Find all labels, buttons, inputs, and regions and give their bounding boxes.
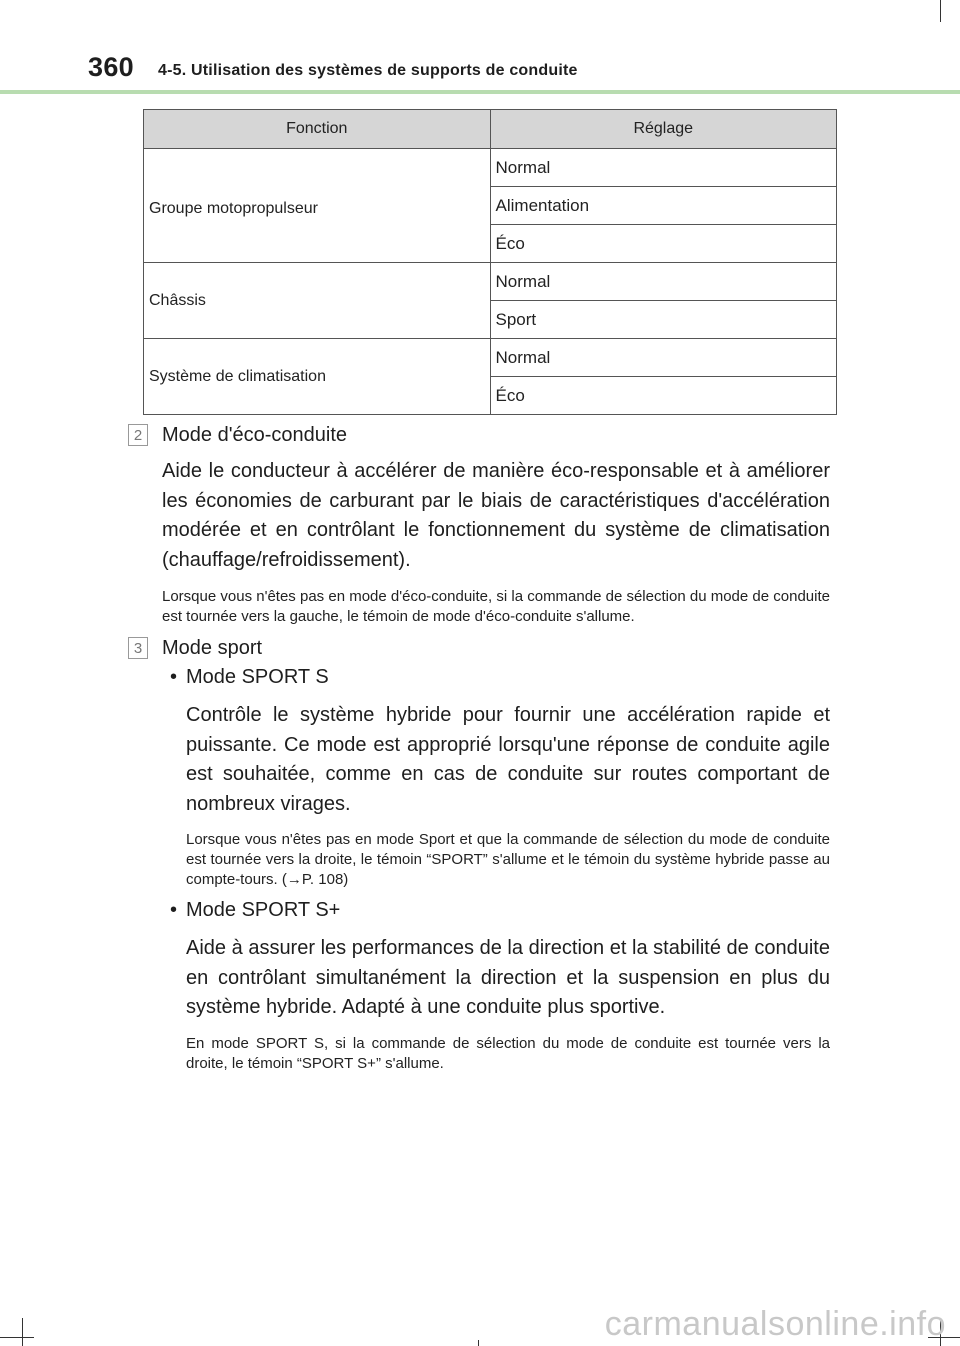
setting-cell: Éco	[490, 225, 836, 263]
section-title: Mode sport	[162, 637, 263, 659]
column-header-function: Fonction	[144, 110, 491, 149]
setting-cell: Éco	[490, 377, 836, 415]
bullet-item	[170, 666, 329, 689]
table-row	[144, 149, 837, 187]
section-note: Lorsque vous n'êtes pas en mode d'éco-conduite, si la commande de sélection du mode de conduite est tournée vers la gauche, le témoin de mode d'éco-conduite s'allume.	[162, 588, 830, 625]
bullet-label: Mode SPORT S	[186, 666, 329, 688]
page-number: 360	[88, 52, 134, 82]
function-cell: Châssis	[144, 263, 491, 339]
table-header-row	[144, 110, 837, 149]
setting-cell: Alimentation	[490, 187, 836, 225]
section-number-badge: 3	[128, 637, 148, 659]
table-row	[144, 263, 837, 301]
chapter-title: 4-5. Utilisation des systèmes de supports de conduite	[158, 62, 578, 79]
setting-cell: Normal	[490, 263, 836, 301]
table-row	[144, 339, 837, 377]
column-header-setting: Réglage	[490, 110, 836, 149]
bullet-note: En mode SPORT S, si la commande de sélection du mode de conduite est tournée vers la droite, le témoin “SPORT S+” s'allume.	[186, 1035, 830, 1072]
function-cell: Système de climatisation	[144, 339, 491, 415]
crop-mark	[940, 0, 941, 22]
bullet-body: Contrôle le système hybride pour fournir une accélération rapide et puissante. Ce mode est approprié lorsqu'une réponse de conduite agile est souhaitée, comme en cas de conduite sur routes comportant de nombreux virages.	[186, 704, 830, 815]
bullet-item	[170, 899, 340, 922]
crop-mark	[0, 1337, 34, 1338]
header-divider	[0, 90, 960, 94]
settings-table	[143, 109, 837, 415]
watermark: carmanualsonline.info	[604, 1305, 946, 1343]
bullet-label: Mode SPORT S+	[186, 899, 341, 921]
setting-cell: Normal	[490, 339, 836, 377]
setting-cell: Normal	[490, 149, 836, 187]
function-cell: Groupe motopropulseur	[144, 149, 491, 263]
section-body: Aide le conducteur à accélérer de manière éco-responsable et à améliorer les économies de carburant par le biais de caractéristiques d'accélération modérée et en contrôlant le fonctionnement du système de climatisation (chauffage/refroidissement).	[162, 460, 830, 571]
bullet-note: Lorsque vous n'êtes pas en mode Sport et que la commande de sélection du mode de conduite est tournée vers la droite, le témoin “SPORT” s'allume et le témoin du système hybride passe au compte-tours. (→P. 108)	[186, 831, 830, 888]
bullet-dot-icon: •	[170, 666, 178, 688]
section-number-badge: 2	[128, 424, 148, 446]
crop-mark	[478, 1340, 479, 1346]
bullet-dot-icon: •	[170, 899, 178, 921]
crop-mark	[22, 1318, 23, 1346]
bullet-body: Aide à assurer les performances de la direction et la stabilité de conduite en contrôlant simultanément la direction et la suspension en plus du système hybride. Adapté à une conduite plus sportive.	[186, 937, 830, 1018]
section-title: Mode d'éco-conduite	[162, 424, 348, 446]
setting-cell: Sport	[490, 301, 836, 339]
